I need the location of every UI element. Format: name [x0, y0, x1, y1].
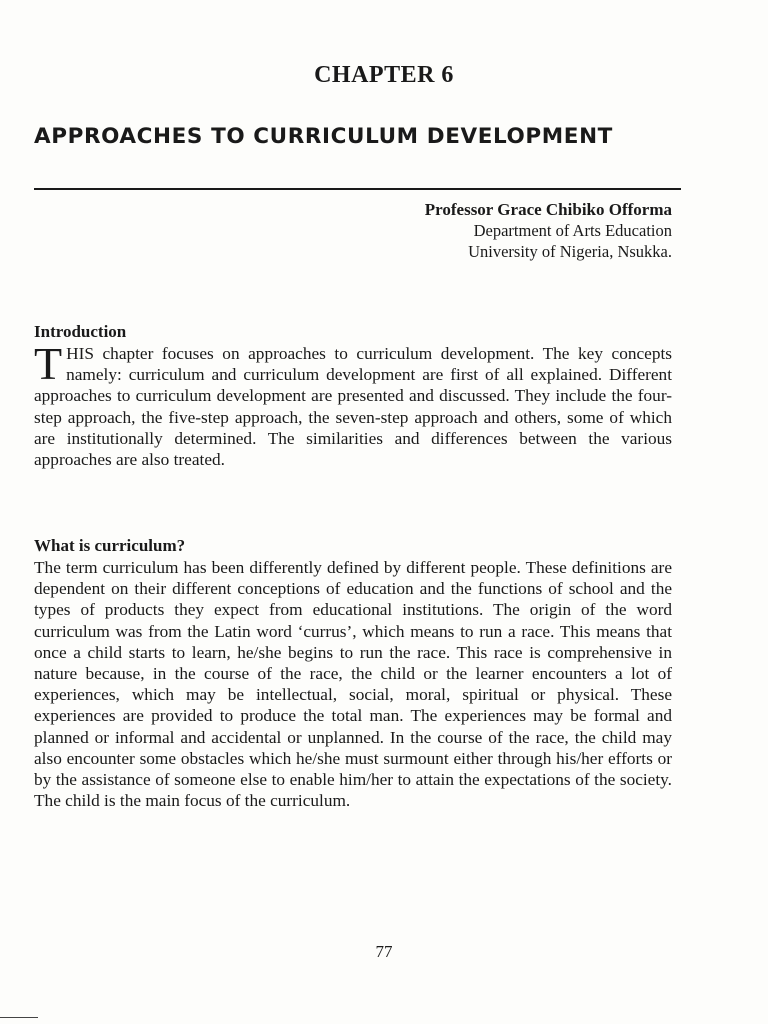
what-is-curriculum-heading: What is curriculum? [34, 536, 186, 555]
author-university: University of Nigeria, Nsukka. [468, 242, 672, 261]
what-is-curriculum-paragraph: The term curriculum has been differently defined by different people. These definitions are dependent on their different conceptions of education and the functions of school and the types of products they expect from educational institutions. The origin of the word curriculum was from the Latin word ‘currus’, which means to run a race. This means that once a child starts to learn, he/she begins to run the race. This race is comprehensive in nature because, in the course of the race, the child or the learner encounters a lot of experiences, which may be intellectual, social, moral, spiritual or physical. These experiences are provided to produce the total man. The experiences may be formal and planned or informal and accidental or unplanned. In the course of the race, the child may also encounter some obstacles which he/she must surmount either through his/her efforts or by the assistance of someone else to enable him/her to attain the expectations of the society. The child is the main focus of the curriculum. [34, 558, 672, 811]
scan-edge-mark [0, 1017, 38, 1018]
chapter-number: CHAPTER 6 [314, 62, 454, 88]
author-name: Professor Grace Chibiko Offorma [424, 200, 672, 219]
introduction-text: HIS chapter focuses on approaches to curriculum development. The key concepts namely: curriculum and curriculum development are first of all explained. Different approaches to curriculum development are presented and discussed. They include the four-step approach, the five-step approach, the seven-step approach and others, some of which are institutionally determined. The similarities and differences between the various approaches are also treated. [34, 344, 672, 470]
introduction-paragraph [34, 338, 672, 470]
author-department: Department of Arts Education [473, 221, 672, 240]
author-block [425, 199, 672, 262]
drop-cap: T [34, 338, 63, 389]
chapter-title: APPROACHES TO CURRICULUM DEVELOPMENT [34, 124, 613, 149]
title-divider [34, 188, 681, 190]
introduction-heading: Introduction [34, 322, 127, 341]
page-number: 77 [375, 942, 393, 961]
